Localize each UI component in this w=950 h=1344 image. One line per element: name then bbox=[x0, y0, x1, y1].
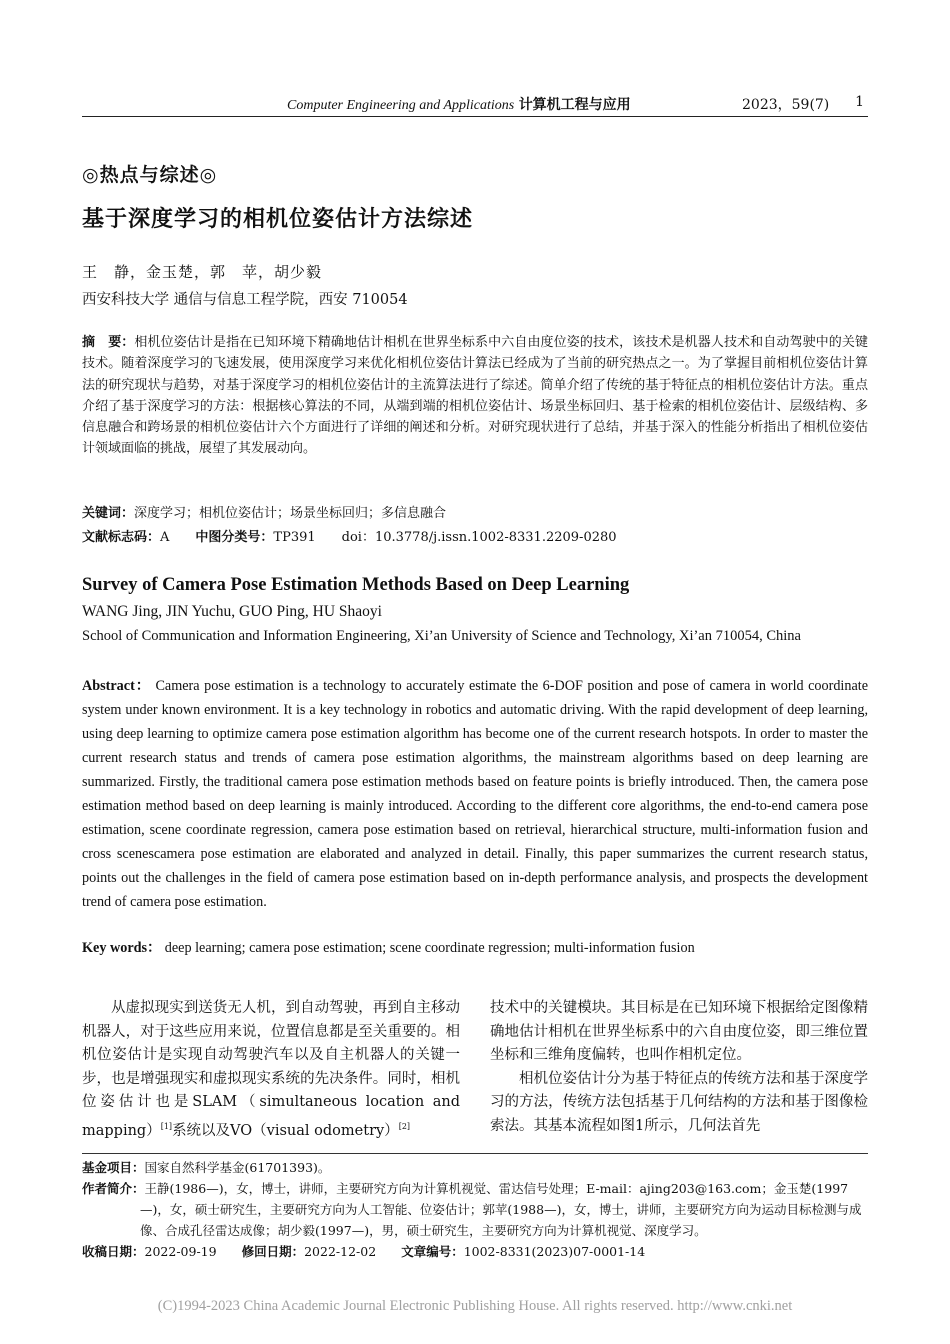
abstract-en bbox=[82, 674, 868, 914]
affiliation-en: School of Communication and Information Engineering, Xi’an University of Science and Technology, Xi’an 710054, China bbox=[82, 628, 801, 644]
keywords-zh-text: 深度学习；相机位姿估计；场景坐标回归；多信息融合 bbox=[134, 506, 447, 521]
doi: doi：10.3778/j.issn.1002-8331.2209-0280 bbox=[341, 530, 617, 545]
running-header bbox=[82, 92, 868, 117]
abstract-en-label: Abstract： bbox=[82, 678, 151, 694]
classification-line bbox=[82, 526, 617, 545]
dates-line bbox=[82, 1241, 868, 1262]
received-label: 收稿日期： bbox=[82, 1244, 145, 1259]
cnki-watermark: (C)1994-2023 China Academic Journal Electronic Publishing House. All rights reserved. http://www.cnki.net bbox=[157, 1298, 793, 1314]
doc-code-label: 文献标志码： bbox=[82, 530, 161, 545]
author-bio-text: 王静(1986—)，女，博士，讲师，主要研究方向为计算机视觉、雷达信号处理；E-mail：ajing203@163.com；金玉楚(1997—)，女，硕士研究生，主要研究方向为人工智能、位姿估计；郭苹(1988—)，女，博士，讲师，主要研究方向为运动目标检测与成像、合成孔径雷达成像；胡少毅(1997—)，男，硕士研究生，主要研究方向为计算机视觉、深度学习。 bbox=[140, 1181, 862, 1238]
body-paragraph bbox=[82, 997, 460, 1143]
abstract-zh bbox=[82, 332, 868, 460]
author-bio bbox=[82, 1178, 868, 1241]
abstract-en-text: Camera pose estimation is a technology to accurately estimate the 6-DOF position and pose of camera in world coordinate system under known environment. It is a key technology in robotics and automatic driving. With the rapid development of deep learning, using deep learning to optimize camera pose estimation algorithm has become one of the current research hotspots. In order to master the current research status and trends of camera pose estimation algorithms, the mainstream algorithms based on deep learning are summarized. Firstly, the traditional camera pose estimation methods based on feature points is briefly introduced. Then, the camera pose estimation method based on deep learning is mainly introduced. According to the different core algorithms, the end-to-end camera pose estimation, scene coordinate regression, camera pose estimation based on retrieval, hierarchical structure, multi-information fusion and cross scenescamera pose estimation are elaborated and analyzed in detail. Finally, this paper summarizes the current research status, points out the challenges in the field of camera pose estimation based on in-depth performance analysis, and prospects the development trend of camera pose estimation. bbox=[82, 678, 869, 910]
body-paragraph: 相机位姿估计分为基于特征点的传统方法和基于深度学习的方法，传统方法包括基于几何结构的方法和基于图像检索法。其基本流程如图1所示，几何法首先 bbox=[490, 1070, 868, 1134]
fund-text: 国家自然科学基金(61701393)。 bbox=[144, 1160, 331, 1175]
section-label: ◎热点与综述◎ bbox=[82, 164, 218, 186]
keywords-en-label: Key words： bbox=[82, 940, 162, 956]
body-text: 系统以及VO（visual odometry） bbox=[172, 1122, 399, 1139]
body-column-right bbox=[490, 997, 868, 1139]
volume-issue: 2023，59(7) bbox=[742, 97, 830, 113]
abstract-zh-label: 摘 要： bbox=[82, 335, 135, 350]
article-no-label: 文章编号： bbox=[401, 1244, 464, 1259]
body-text: 从虚拟现实到送货无人机，到自动驾驶，再到自主移动机器人，对于这些应用来说，位置信息都是至关重要的。相机位姿估计是实现自动驾驶汽车以及自主机器人的关键一步，也是增强现实和虚拟现实系统的先决条件。同时，相机位姿估计也是SLAM（simultaneous location and mapping） bbox=[82, 1000, 460, 1139]
journal-name-en: Computer Engineering and Applications bbox=[287, 98, 515, 113]
clc-code: TP391 bbox=[273, 530, 316, 545]
doc-code: A bbox=[160, 530, 170, 545]
fund-label: 基金项目： bbox=[82, 1160, 145, 1175]
journal-name-zh: 计算机工程与应用 bbox=[518, 97, 631, 113]
author-bio-label: 作者简介： bbox=[82, 1181, 145, 1196]
clc-label: 中图分类号： bbox=[195, 530, 274, 545]
keywords-zh bbox=[82, 502, 446, 521]
title-en: Survey of Camera Pose Estimation Methods Based on Deep Learning bbox=[82, 575, 630, 595]
footnote-divider bbox=[82, 1153, 868, 1154]
revised-label: 修回日期： bbox=[241, 1244, 305, 1259]
authors-en: WANG Jing, JIN Yuchu, GUO Ping, HU Shaoyi bbox=[82, 603, 382, 620]
fund-note bbox=[82, 1157, 868, 1178]
authors-zh: 王 静，金玉楚，郭 苹，胡少毅 bbox=[82, 263, 323, 281]
page-number: 1 bbox=[855, 94, 864, 110]
body-column-left bbox=[82, 997, 460, 1143]
revised-date: 2022-12-02 bbox=[304, 1244, 377, 1259]
citation[interactable]: [1] bbox=[160, 1121, 173, 1131]
keywords-zh-label: 关键词： bbox=[82, 506, 135, 521]
abstract-zh-text: 相机位姿估计是指在已知环境下精确地估计相机在世界坐标系中六自由度位姿的技术，该技术是机器人技术和自动驾驶中的关键技术。随着深度学习的飞速发展，使用深度学习来优化相机位姿估计算法已经成为了当前的研究热点之一。为了掌握目前相机位姿估计算法的研究现状与趋势，对基于深度学习的相机位姿估计的主流算法进行了综述。简单介绍了传统的基于特征点的相机位姿估计方法。重点介绍了基于深度学习的方法：根据核心算法的不同，从端到端的相机位姿估计、场景坐标回归、基于检索的相机位姿估计、层级结构、多信息融合和跨场景的相机位姿估计六个方面进行了详细的阐述和分析。对研究现状进行了总结，并基于深入的性能分析指出了相机位姿估计领域面临的挑战，展望了其发展动向。 bbox=[82, 335, 868, 457]
title-zh: 基于深度学习的相机位姿估计方法综述 bbox=[82, 206, 474, 232]
body-paragraph: 技术中的关键模块。其目标是在已知环境下根据给定图像精确地估计相机在世界坐标系中的六自由度位姿，即三维位置坐标和三维角度偏转，也叫作相机定位。 bbox=[490, 1000, 868, 1064]
affiliation-zh: 西安科技大学 通信与信息工程学院，西安 710054 bbox=[82, 292, 408, 308]
keywords-en-text: deep learning; camera pose estimation; scene coordinate regression; multi-information fusion bbox=[164, 940, 695, 956]
received-date: 2022-09-19 bbox=[144, 1244, 217, 1259]
journal-name bbox=[287, 94, 631, 114]
keywords-en bbox=[82, 937, 695, 957]
article-no: 1002-8331(2023)07-0001-14 bbox=[463, 1244, 646, 1259]
footnotes bbox=[82, 1157, 868, 1262]
citation[interactable]: [2] bbox=[398, 1121, 411, 1131]
